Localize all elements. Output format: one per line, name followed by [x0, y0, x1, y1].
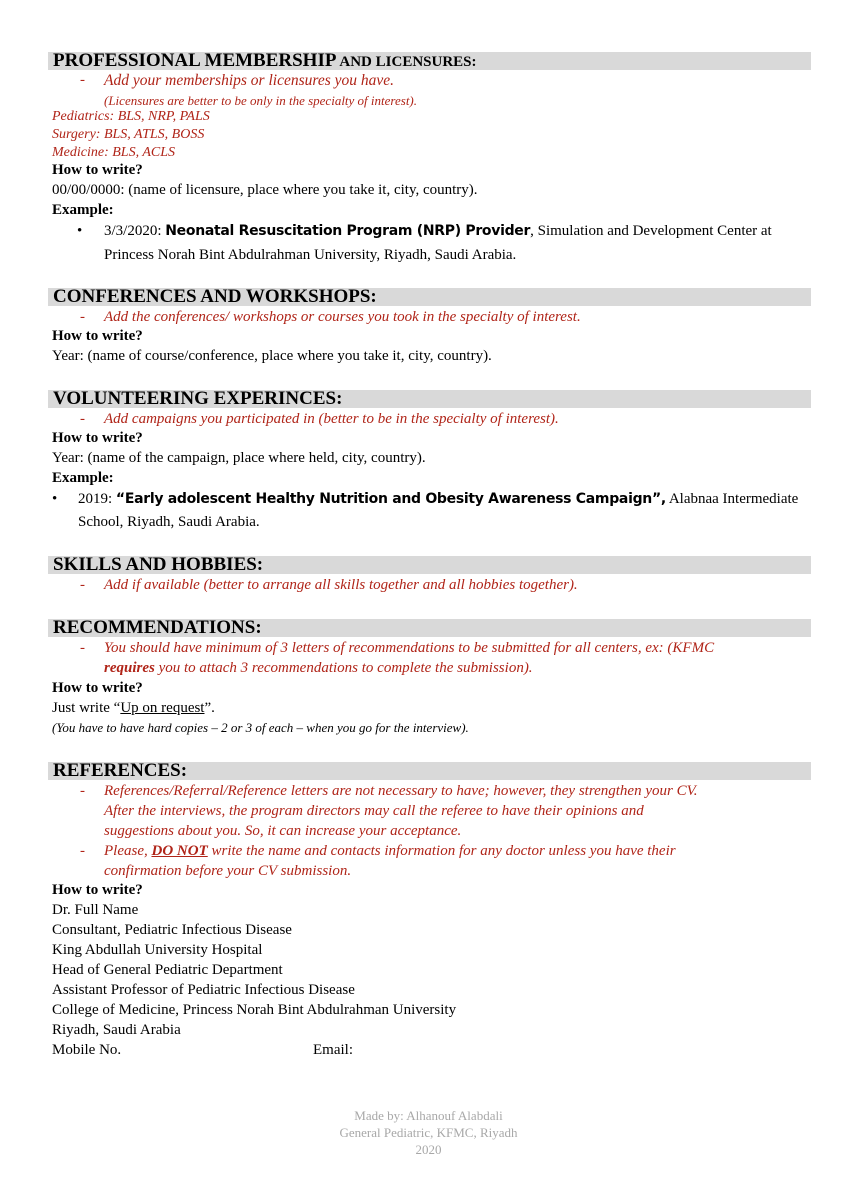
- example-pediatrics: Pediatrics: BLS, NRP, PALS: [52, 109, 210, 124]
- conferences-heading: CONFERENCES AND WORKSHOPS:: [53, 286, 377, 307]
- professional-heading: PROFESSIONAL MEMBERSHIP AND LICENSURES:: [53, 50, 477, 71]
- professional-subnote: (Licensures are better to be only in the specialty of interest).: [104, 93, 418, 108]
- reference-line: Consultant, Pediatric Infectious Disease: [52, 922, 292, 938]
- professional-note: Add your memberships or licensures you have.: [104, 72, 394, 89]
- references-note2-line1: Please, DO NOT write the name and contacts information for any doctor unless you have their: [104, 843, 676, 859]
- volunteering-note: Add campaigns you participated in (better to be in the specialty of interest).: [104, 411, 559, 427]
- section-header-conferences: [48, 288, 811, 306]
- dash-marker: -: [80, 72, 85, 88]
- recommendations-note-line2: requires you to attach 3 recommendations to complete the submission).: [104, 660, 533, 676]
- reference-line: Riyadh, Saudi Arabia: [52, 1022, 181, 1038]
- reference-line: Dr. Full Name: [52, 902, 139, 918]
- example-medicine: Medicine: BLS, ACLS: [52, 145, 176, 160]
- section-header-volunteering: [48, 390, 811, 408]
- volunteering-example-line2: School, Riyadh, Saudi Arabia.: [78, 514, 260, 530]
- section-header-skills: [48, 556, 811, 574]
- how-to-write-label: How to write?: [52, 430, 143, 446]
- professional-example-line2: Princess Norah Bint Abdulrahman University, Riyadh, Saudi Arabia.: [104, 247, 517, 263]
- recommendations-note-line1: You should have minimum of 3 letters of recommendations to be submitted for all centers, ex: (KFMC: [104, 640, 715, 656]
- dash-marker: -: [80, 577, 85, 593]
- section-header-professional: [48, 52, 811, 70]
- bullet-marker: •: [52, 491, 58, 507]
- volunteering-heading: VOLUNTEERING EXPERINCES:: [53, 388, 343, 409]
- hard-copies-note: (You have to have hard copies – 2 or 3 of each – when you go for the interview).: [52, 720, 469, 735]
- dash-marker: -: [80, 411, 85, 427]
- footer-department: General Pediatric, KFMC, Riyadh: [339, 1125, 518, 1140]
- reference-line: College of Medicine, Princess Norah Bint Abdulrahman University: [52, 1002, 457, 1018]
- how-to-write-label: How to write?: [52, 328, 143, 344]
- skills-heading: SKILLS AND HOBBIES:: [53, 554, 264, 575]
- references-heading: REFERENCES:: [53, 760, 188, 781]
- section-header-recommendations: [48, 619, 811, 637]
- professional-example-line1: 3/3/2020: Neonatal Resuscitation Program (NRP) Provider, Simulation and Development Center at: [104, 223, 772, 239]
- references-note1-line1: References/Referral/Reference letters are not necessary to have; however, they strengthen your CV.: [104, 783, 698, 799]
- professional-how-text: 00/00/0000: (name of licensure, place where you take it, city, country).: [52, 182, 478, 198]
- reference-line: Head of General Pediatric Department: [52, 962, 283, 978]
- references-note1-line2: After the interviews, the program directors may call the referee to have their opinions and: [104, 803, 644, 819]
- skills-note: Add if available (better to arrange all skills together and all hobbies together).: [104, 577, 578, 593]
- references-note1-line3: suggestions about you. So, it can increase your acceptance.: [104, 823, 462, 839]
- example-label: Example:: [52, 202, 114, 218]
- how-to-write-label: How to write?: [52, 162, 143, 178]
- how-to-write-label: How to write?: [52, 882, 143, 898]
- references-note2-line2: confirmation before your CV submission.: [104, 863, 352, 879]
- footer-year: 2020: [415, 1142, 442, 1157]
- example-surgery: Surgery: BLS, ATLS, BOSS: [52, 127, 205, 142]
- reference-line: Assistant Professor of Pediatric Infectious Disease: [52, 982, 355, 998]
- dash-marker: -: [80, 843, 85, 859]
- volunteering-example-line1: 2019: “Early adolescent Healthy Nutrition and Obesity Awareness Campaign”, Alabnaa Intermediate: [78, 491, 799, 507]
- dash-marker: -: [80, 783, 85, 799]
- email-label: Email:: [313, 1042, 353, 1058]
- recommendations-heading: RECOMMENDATIONS:: [53, 617, 262, 638]
- example-label: Example:: [52, 470, 114, 486]
- section-header-references: [48, 762, 811, 780]
- conferences-note: Add the conferences/ workshops or courses you took in the specialty of interest.: [104, 309, 581, 325]
- dash-marker: -: [80, 309, 85, 325]
- how-to-write-label: How to write?: [52, 680, 143, 696]
- volunteering-how-text: Year: (name of the campaign, place where held, city, country).: [52, 450, 426, 466]
- just-write-line: Just write “Up on request”.: [52, 700, 215, 716]
- dash-marker: -: [80, 640, 85, 656]
- bullet-marker: •: [77, 223, 83, 239]
- footer-author: Made by: Alhanouf Alabdali: [354, 1108, 503, 1123]
- reference-line: King Abdullah University Hospital: [52, 942, 263, 958]
- conferences-how-text: Year: (name of course/conference, place where you take it, city, country).: [52, 348, 492, 364]
- mobile-label: Mobile No.: [52, 1042, 122, 1058]
